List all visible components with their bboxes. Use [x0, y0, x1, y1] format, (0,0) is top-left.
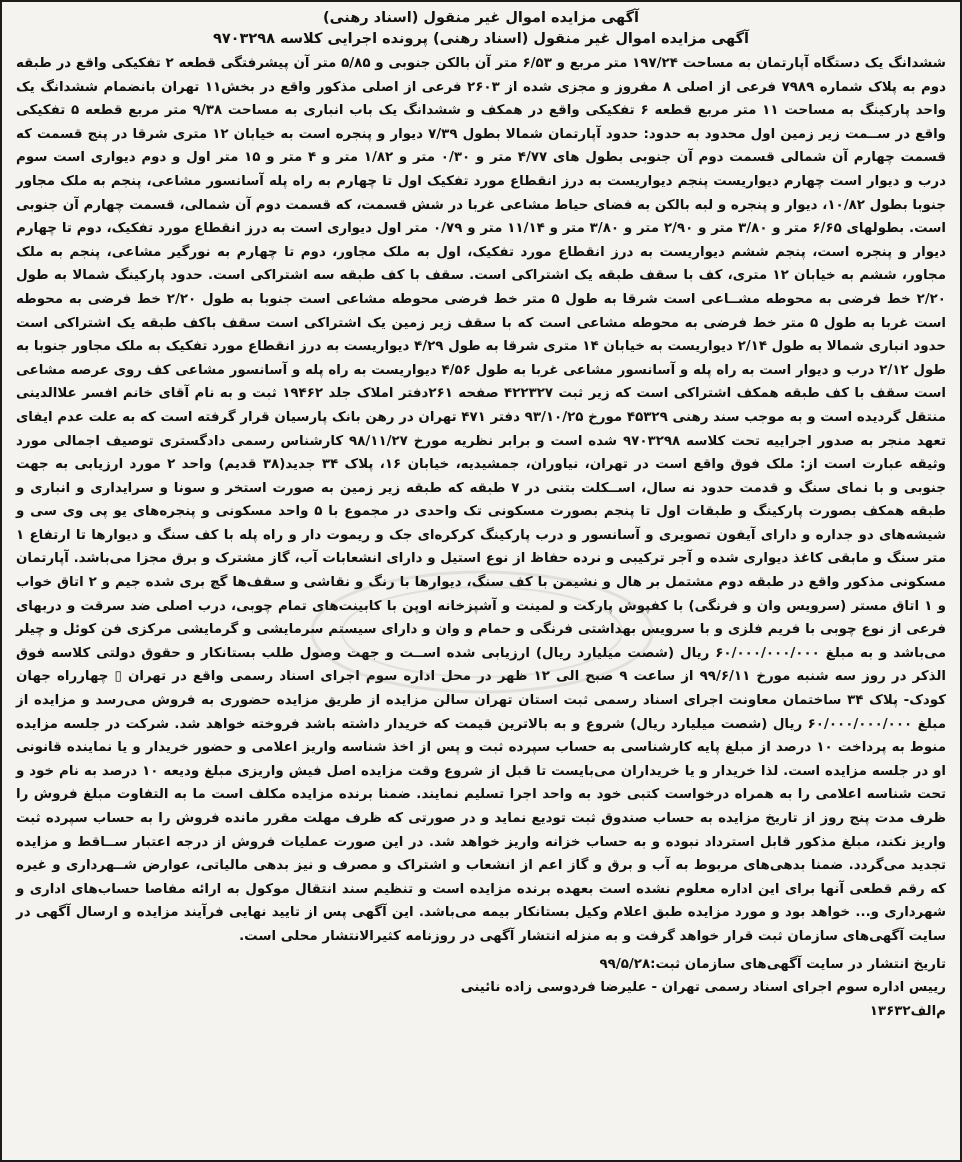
notice-subtitle: آگهی مزایده اموال غیر منقول (اسناد رهنی) پرونده اجرایی کلاسه ۹۷۰۳۲۹۸: [212, 31, 750, 47]
notice-footer: [16, 953, 946, 1024]
publish-date: تاریخ انتشار در سایت آگهی‌های سازمان ثبت:۹۹/۵/۲۸: [599, 956, 946, 972]
reference-number: م‌الف۱۳۶۳۲: [869, 1003, 946, 1019]
signature: رییس اداره سوم اجرای اسناد رسمی تهران - علیرضا فردوسی زاده نائینی: [460, 980, 946, 996]
notice-title: آگهی مزایده اموال غیر منقول (اسناد رهنی): [323, 10, 639, 26]
notice-body: ششدانگ یک دستگاه آپارتمان به مساحت ۱۹۷/۲۴ متر مربع و ۶/۵۳ متر آن بالکن جنوبی و ۵/۸۵ متر آن پیشرفتگی قطعه ۲ تفکیکی واقع در طبقه دوم به پلاک شماره ۷۹۸۹ فرعی از اصلی ۸ مفروز و مجزی شده از ۲۶۰۳ فرعی از اصلی مذکور واقع در بخش۱۱ تهران بانضمام ششدانگ یک واحد پارکینگ به مساحت ۱۱ متر مربع قطعه ۶ تفکیکی واقع در همکف و ششدانگ یک باب انباری به مساحت ۹/۳۸ متر مربع قطعه ۵ تفکیکی واقع در ســمت زیر زمین اول محدود به حدود: حدود آپارتمان شمالا بطول ۷/۳۹ دیوار و پنجره است به خیابان ۱۲ متری شرقا در پنج قسمت که قسمت چهارم آن شمالی قسمت دوم آن جنوبی بطول های ۴/۷۷ متر و ۰/۳۰ متر و ۱/۸۲ متر و ۴ متر و ۱۵ متر اول و دوم دیواری است سوم درب و دیوار است چهارم دیواریست پنجم دیواریست به درز انقطاع مورد تفکیک اول تا چهارم به راه پله آسانسور مشاعی، پنجم به ملک مجاور جنوبا بطول ۱۰/۸۲، دیوار و پنجره و لبه بالکن به فضای حیاط مشاعی غربا در شش قسمت، که قسمت دوم آن شمالی، قسمت چهارم آن جنوبی است. بطولهای ۶/۶۵ متر و ۳/۸۰ متر و ۲/۹۰ متر و ۳/۸۰ متر و ۱۱/۱۴ متر و ۰/۷۹ متر اول دیواری است به درز انقطاع مورد تفکیک، دوم تا چهارم دیوار و پنجره است، پنجم ششم دیواریست به درز انقطاع مورد تفکیک، اول به ملک مجاور، دوم تا چهارم به نورگیر مشاعی، پنجم به ملک مجاور، ششم به خیابان ۱۲ متری، کف با سقف طبقه یک اشتراکی است. سقف با کف طبقه سه اشتراکی است. حدود پارکینگ شمالا به طول ۲/۲۰ خط فرضی به محوطه مشــاعی است شرقا به طول ۵ متر خط فرضی محوطه مشاعی است جنوبا به طول ۲/۲۰ خط فرضی به محوطه است غربا به طول ۵ متر خط فرضی به محوطه مشاعی است که با سقف زیر زمین یک اشتراکی است سقف باکف طبقه یک اشتراکی است حدود انباری شمالا به طول ۲/۱۴ دیواریست به خیابان ۱۴ متری شرقا به طول ۴/۲۹ دیواریست به درز انقطاع مورد تفکیک به ملک مجاور جنوبا به طول ۲/۱۲ درب و دیوار است به راه پله و آسانسور مشاعی غربا به طول ۴/۵۶ دیواریست به راه پله و آسانسور مشاعی کف روی عرصه مشاعی است سقف با کف طبقه همکف اشتراکی است که زیر ثبت ۴۲۲۳۲۷ صفحه ۲۶۱دفتر املاک جلد ۱۹۴۶۲ ثبت و به نام آقای خانم افسر علاالدینی منتقل گردیده است و به موجب سند رهنی ۴۵۳۲۹ مورخ ۹۳/۱۰/۲۵ دفتر ۴۷۱ تهران در رهن بانک پارسیان قرار گرفته است که به علت عدم ایفای تعهد منجر به صدور اجراییه تحت کلاسه ۹۷۰۳۲۹۸ شده است و برابر نظریه مورخ ۹۸/۱۱/۲۷ کارشناس رسمی دادگستری توصیف اجمالی مورد وثیقه عبارت است از: ملک فوق واقع است در تهران، نیاوران، جمشیدیه، خیابان ۱۶، پلاک ۳۴ جدید(۳۸ قدیم) واحد ۲ مورد ارزیابی به جهت جنوبی و با نمای سنگ و قدمت حدود نه سال، اســکلت بتنی در ۷ طبقه که طبقه زیر زمین به صورت استخر و سونا و سرایداری و انباری و طبقه همکف بصورت پارکینگ و طبقات اول تا پنجم بصورت مسکونی تک واحدی در مجموع با ۵ واحد مسکونی و پنجره‌های یو پی وی سی و شیشه‌های دو جداره و دارای آیفون تصویری و آسانسور و درب پارکینگ کرکره‌ای جک و ریموت دار و راه پله با کف سنگ و دیوارها تا ارتفاع ۱ متر سنگ و مابقی کاغذ دیواری شده و آجر ترکیبی و نرده حفاظ از نوع استیل و دارای انشعابات آب، گاز مشترک و برق مجزا می‌باشد. آپارتمان مسکونی مذکور واقع در طبقه دوم مشتمل بر هال و نشیمن با کف سنگ، دیوارها با رنگ و نقاشی و سقف‌ها گچ بری شده جیم و ۲ اتاق خواب و ۱ اتاق مستر (سرویس وان و فرنگی) با کفپوش پارکت و لمینت و آشپزخانه اوپن با کابینت‌های تمام چوبی، درب اصلی ضد سرقت و دربهای فرعی از نوع چوبی با فریم فلزی و با سرویس بهداشتی فرنگی و حمام و وان و دارای سیستم سرمایشی و گرمایشی مرکزی فن کوئل و چیلر می‌باشد و به مبلغ ۶۰/۰۰۰/۰۰۰/۰۰۰ ریال (شصت میلیارد ریال) ارزیابی شده اســت و جهت وصول طلب بستانکار و حقوق دولتی کلاسه فوق الذکر در روز سه شنبه مورخ ۹۹/۶/۱۱ از ساعت ۹ صبح الی ۱۲ ظهر در محل اداره سوم اجرای اسناد رسمی واقع در تهران ▯ چهارراه جهان کودک- پلاک ۳۴ ساختمان معاونت اجرای اسناد رسمی ثبت استان تهران سالن مزایده از طریق مزایده حضوری به فروش می‌رسد و مزایده از مبلغ ۶۰/۰۰۰/۰۰۰/۰۰۰ ریال (شصت میلیارد ریال) شروع و به بالاترین قیمت که خریدار داشته باشد فروخته خواهد شد. شرکت در جلسه مزایده منوط به پرداخت ۱۰ درصد از مبلغ پایه کارشناسی به حساب سپرده ثبت و پس از اخذ شناسه واریز اعلامی و حضور خریدار و یا نماینده قانونی او در جلسه مزایده است. لذا خریدار و یا خریداران می‌بایست تا قبل از شروع وقت مزایده اصل فیش واریزی مبلغ ودیعه ۱۰ درصد به نام خود و تحت شناسه اعلامی را به همراه درخواست کتبی خود به واحد اجرا تسلیم نمایند. ضمنا برنده مزایده مکلف است ما به التفاوت مبلغ فروش را ظرف مدت پنج روز از تاریخ مزایده به حساب صندوق ثبت تودیع نماید و در صورتی که ظرف مهلت مقرر مانده فروش را به حساب سپرده ثبت واریز نکند، مبلغ مذکور قابل استرداد نبوده و به حساب خزانه واریز خواهد شد. در این صورت عملیات فروش از درجه اعتبار ســاقط و مزایده تجدید می‌گردد. ضمنا بدهی‌های مربوط به آب و برق و گاز اعم از انشعاب و اشتراک و مصرف و نیز بدهی مالیاتی، عوارض شــهرداری و غیره که رقم قطعی آنها برای این اداره معلوم نشده است بعهده برنده مزایده است و تنظیم سند انتقال موکول به ارائه مفاصا حساب‌های اداری و شهرداری و... خواهد بود و مورد مزایده طبق اعلام وکیل بستانکار بیمه می‌باشد. این آگهی پس از تایید نهایی فرآیند مزایده و ارسال آگهی در سایت آگهی‌های سازمان ثبت قرار خواهد گرفت و به منزله انتشار آگهی در روزنامه کثیرالانتشار محلی است.: [16, 56, 947, 944]
